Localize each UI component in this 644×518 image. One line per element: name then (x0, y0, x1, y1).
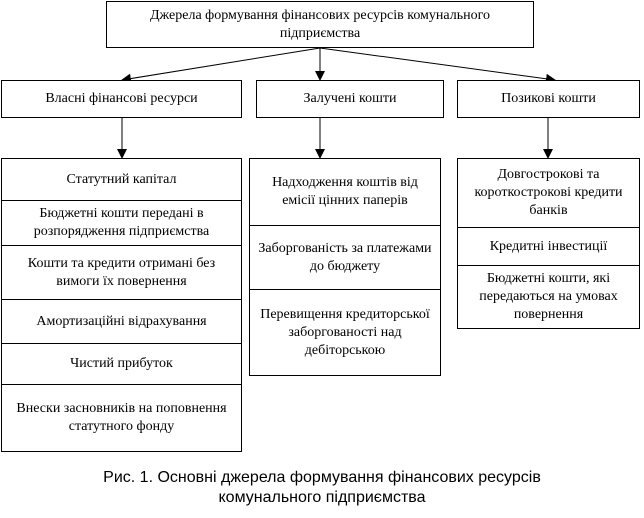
category-own-resources-label: Власні фінансові ресурси (45, 91, 198, 106)
caption-line-1: Рис. 1. Основні джерела формування фінансових ресурсів (103, 469, 541, 486)
attracted-funds-list (249, 158, 441, 376)
list-item: Довгострокові та короткострокові кредити банків (474, 167, 623, 218)
list-item: Статутний капітал (66, 171, 177, 187)
list-item: Заборгованість за платежами до бюджету (250, 225, 440, 289)
list-item: Перевищення кредиторської заборгованості над дебіторською (250, 289, 440, 375)
list-item: Бюджетні кошти, які передаються на умовах повернення (458, 265, 639, 328)
list-item: Кредитні інвестиції (458, 227, 639, 265)
arrow-to-own-resources (122, 48, 320, 80)
list-item: Амортизаційні відрахування (2, 299, 241, 343)
category-attracted-funds (256, 80, 444, 118)
list-item: Внески засновників на поповнення статутного фонду (2, 384, 241, 451)
arrow-to-borrowed-funds (320, 48, 555, 80)
top-box-title: Джерела формування фінансових ресурсів комунального підприємства (150, 7, 490, 41)
list-item: Надходження коштів від емісії цінних паперів (272, 175, 418, 208)
list-item: Бюджетні кошти передані в розпорядження підприємства (2, 200, 241, 245)
category-borrowed-funds-label: Позикові кошти (501, 91, 596, 106)
category-own-resources (1, 80, 242, 118)
list-item: Кошти та кредити отримані без вимоги їх повернення (2, 245, 241, 299)
figure-caption (0, 468, 644, 508)
category-attracted-funds-label: Залучені кошти (303, 91, 397, 106)
caption-line-2: комунального підприємства (218, 489, 426, 506)
category-borrowed-funds (457, 80, 640, 118)
list-item: Чистий прибуток (2, 343, 241, 384)
top-box (106, 1, 534, 48)
borrowed-funds-list (457, 158, 640, 329)
own-resources-list (1, 158, 242, 452)
